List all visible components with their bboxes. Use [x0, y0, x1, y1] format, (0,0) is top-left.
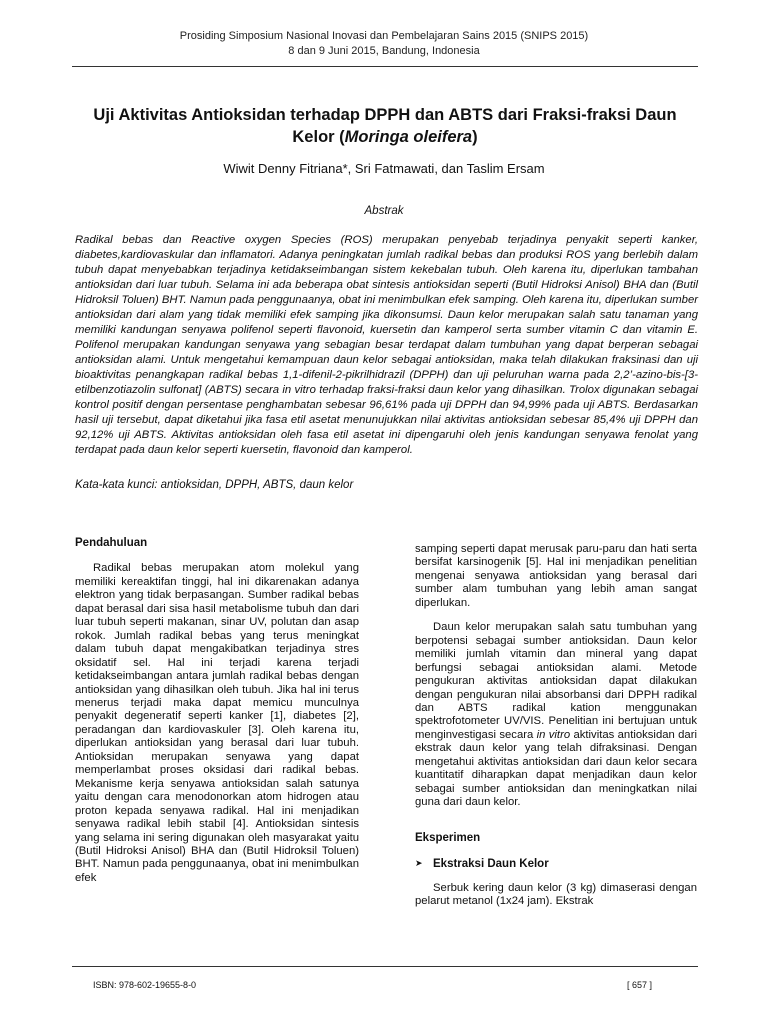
intro-p3-text: Daun kelor merupakan salah satu tumbuhan yang berpotensi sebagai sumber antioksidan. Daun kelor memiliki jumlah vitamin dan mineral yang dapat berfungsi sebagai antioksidan alami. Metode pengukuran aktivitas antioksidan dapat dilakukan dengan pengukuran nilai absorbansi dari DPPH radikal dan ABTS radikal kation menggunakan spektrofotometer UV/VIS. Penelitian ini bertujuan untuk menginvestigasi secara: [415, 621, 697, 741]
running-header: [0, 29, 768, 59]
intro-paragraph-1: Radikal bebas merupakan atom molekul yang memiliki kereaktifan tinggi, hal ini dikarenakan adanya elektron yang tidak berpasangan. Sumber radikal bebas dapat berasal dari sisa hasil metabolisme tubuh dan dari luar tubuh seperti makanan, sinar UV, polutan dan asap rokok. Jumlah radikal bebas yang terus meningkat dalam tubuh dapat mengakibatkan terjadinya stres oksidatif sel. Hal ini terjadi karena terjadi ketidakseimbangan antara jumlah radikal bebas dengan antioksidan yang dihasilkan oleh tubuh. Jika hal ini terus menerus terjadi maka dapat memicu munculnya penyakit degeneratif seperti kanker [1], diabetes [2], peradangan dan kardiovaskuler [3]. Oleh karena itu, diperlukan antioksidan yang berasal dari luar tubuh. Antioksidan merupakan senyawa yang dapat memperlambat proses oksidasi dari radikal bebas. Mekanisme kerja senyawa antioksidan salah satunya yaitu dengan cara menodonorkan atom hidrogen atau proton kepada senyawa radikal. Hal ini menjadikan senyawa radikal lebih stabil [4]. Antioksidan sintesis yang selama ini sering digunakan oleh masyarakat yaitu (Butil Hidroksi Anisol) BHA dan (Butil Hidroksil Toluen) BHT. Namun pada penggunaanya, obat ini menimbulkan efek: [75, 562, 359, 884]
page-number: [ 657 ]: [627, 980, 653, 990]
title-close: ): [472, 128, 478, 146]
section-heading-introduction: Pendahuluan: [75, 537, 148, 549]
isbn: ISBN: 978-602-19655-8-0: [93, 980, 197, 990]
keywords: Kata-kata kunci: antioksidan, DPPH, ABTS, daun kelor: [75, 479, 354, 491]
abstract-body: Radikal bebas dan Reactive oxygen Species (ROS) merupakan penyebab terjadinya penyakit seperti kanker, diabetes,kardiovaskular dan inflamatori. Adanya peningkatan jumlah radikal bebas dan produksi ROS yang berlebih dalam tubuh dapat menyebabkan terjadinya ketidakseimbangan sistem kekebalan tubuh. Oleh karena itu, diperlukan tambahan antioksidan dari luar tubuh. Selama ini ada beberapa obat sintesis antioksidan seperti (Butil Hidroksi Anisol) BHA dan (Butil Hidroksil Toluen) BHT. Namun pada penggunaanya, obat ini menimbulkan efek samping. Oleh karena itu, diperlukan sumber antioksidan dari alam yang tidak memiliki efek samping jika dikonsumsi. Daun kelor merupakan salah satu tanaman yang memiliki kandungan senyawa polifenol seperti flavonoid, kuersetin dan kamperol serta sumber vitamin C dan vitamin E. Polifenol merupakan kandungan senyawa yang sebagian besar terdapat dalam tumbuhan yang dapat berperan sebagai antioksidan alami. Untuk mengetahui kemampuan daun kelor sebagai antioksidan, maka telah dilakukan fraksinasi dan uji bioaktivitas penangkapan radikal bebas 1,1-difenil-2-pikrilhidrazil (DPPH) dan uji peluruhan warna pada 2,2’-azino-bis-[3-etilbenzotiazolin sulfonat] (ABTS) secara in vitro terhadap fraksi-fraksi daun kelor yang dihasilkan. Trolox digunakan sebagai kontrol positif dengan persentase penghambatan sebesar 96,61% pada uji DPPH dan 94,99% pada uji ABTS. Berdasarkan hasil uji tersebut, dapat diketahui jika fasa etil asetat menunujukkan nilai aktivitas antioksidan sebesar 85,4% uji DPPH dan 92,12% uji ABTS. Aktivitas antioksidan oleh fasa etil asetat ini dipengaruhi oleh jenis kandungan senyawa fenolat yang terdapat pada daun kelor seperti kuersetin, flavonoid dan kamperol.: [75, 234, 698, 456]
intro-p3-text-end: aktivitas antioksidan dari ekstrak daun kelor yang telah difraksinasi. Dengan mengetahui aktivitas antioksidan dari daun kelor secara kuantitatif diharapkan dapat menjadikan daun kelor sebagai sumber antioksidan dan meningkatkan nilai guna dari daun kelor.: [415, 728, 697, 809]
section-heading-experiment: Eksperimen: [415, 831, 481, 844]
subsection-heading-extraction: [415, 857, 697, 871]
intro-paragraph-2: samping seperti dapat merusak paru-paru dan hati serta bersifat karsinogenik [5]. Hal ini menjadikan penelitian mengenai senyawa antioksidan yang berasal dari sumber alam tumbuhan yang lebih aman sangat diperlukan.: [415, 543, 697, 609]
title-text: Uji Aktivitas Antioksidan terhadap DPPH dan ABTS dari Fraksi-fraksi Daun Kelor (: [93, 106, 677, 146]
subsection-label: Ekstraksi Daun Kelor: [433, 858, 549, 871]
header-line-1: Prosiding Simposium Nasional Inovasi dan Pembelajaran Sains 2015 (SNIPS 2015): [179, 30, 589, 42]
intro-p3-italic: in vitro: [536, 728, 571, 741]
left-column: [75, 537, 359, 885]
footer-divider: [72, 966, 698, 967]
paper-title: [80, 104, 690, 148]
intro-paragraph-3: [415, 621, 697, 809]
header-divider: [72, 66, 698, 67]
author-list: Wiwit Denny Fitriana*, Sri Fatmawati, dan Taslim Ersam: [223, 161, 545, 176]
abstract-heading: Abstrak: [364, 205, 404, 217]
header-line-2: 8 dan 9 Juni 2015, Bandung, Indonesia: [288, 45, 480, 57]
experiment-paragraph-1: Serbuk kering daun kelor (3 kg) dimaserasi dengan pelarut metanol (1x24 jam). Ekstrak: [415, 881, 697, 907]
title-species: Moringa oleifera: [344, 128, 473, 146]
right-column: [415, 543, 697, 908]
arrow-bullet-icon: ➤: [415, 858, 423, 869]
